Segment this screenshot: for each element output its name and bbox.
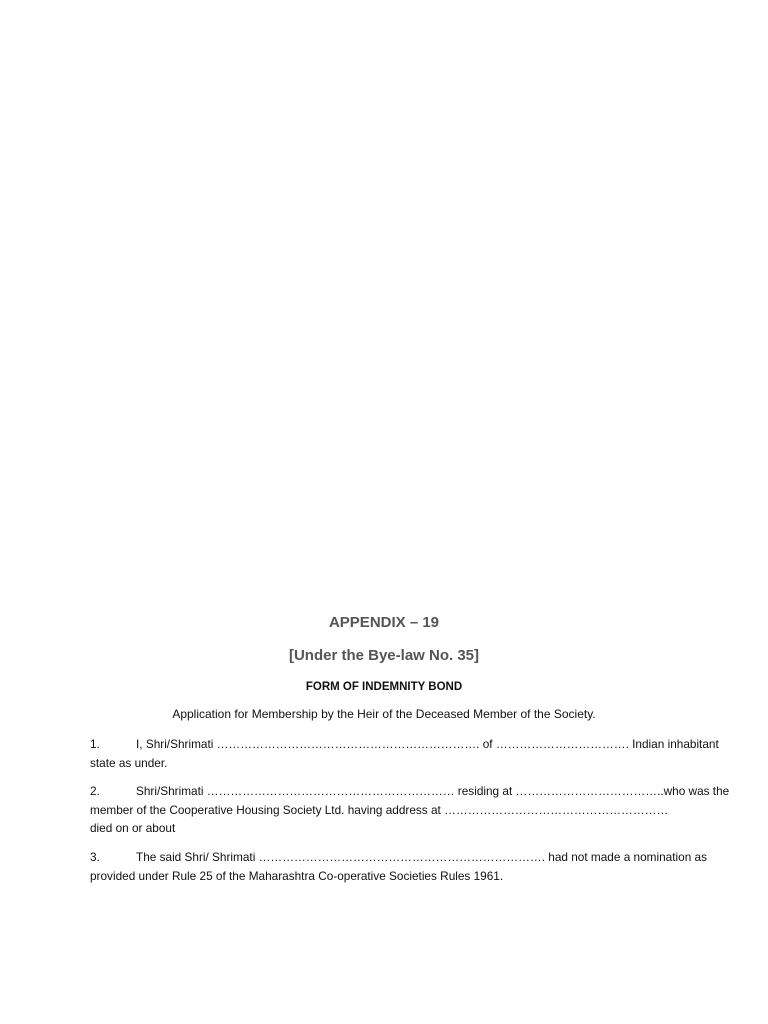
paragraph-text: Shri/Shrimati ……………………………………………………… residing at ………………………………..who was the <box>136 784 730 798</box>
form-title: FORM OF INDEMNITY BOND <box>305 681 463 693</box>
paragraph-text: The said Shri/ Shrimati ………………………………………………………………. had not made a nomination as <box>136 850 707 864</box>
paragraph-1-line-1 <box>90 735 719 754</box>
paragraph-2 <box>90 782 730 838</box>
paragraph-number: 3. <box>90 850 100 864</box>
appendix-title: APPENDIX – 19 <box>328 614 440 631</box>
paragraph-2-line-1 <box>90 782 730 801</box>
paragraph-3 <box>90 848 707 885</box>
paragraph-2-line-2: member of the Cooperative Housing Society Ltd. having address at ………………………………………………… <box>90 802 669 817</box>
paragraph-text: I, Shri/Shrimati …………………………………………………………. of ……………………………. Indian inhabitant <box>136 737 719 751</box>
paragraph-number: 2. <box>90 784 100 798</box>
paragraph-1 <box>90 735 719 772</box>
paragraph-3-line-2: provided under Rule 25 of the Maharashtra Co-operative Societies Rules 1961. <box>90 868 504 883</box>
paragraph-number: 1. <box>90 737 100 751</box>
bye-law-reference: [Under the Bye-law No. 35] <box>288 647 480 664</box>
form-subtitle: Application for Membership by the Heir of the Deceased Member of the Society. <box>172 707 596 721</box>
paragraph-2-line-3: died on or about <box>90 821 176 835</box>
paragraph-3-line-1 <box>90 848 707 867</box>
paragraph-1-line-2: state as under. <box>90 755 168 770</box>
